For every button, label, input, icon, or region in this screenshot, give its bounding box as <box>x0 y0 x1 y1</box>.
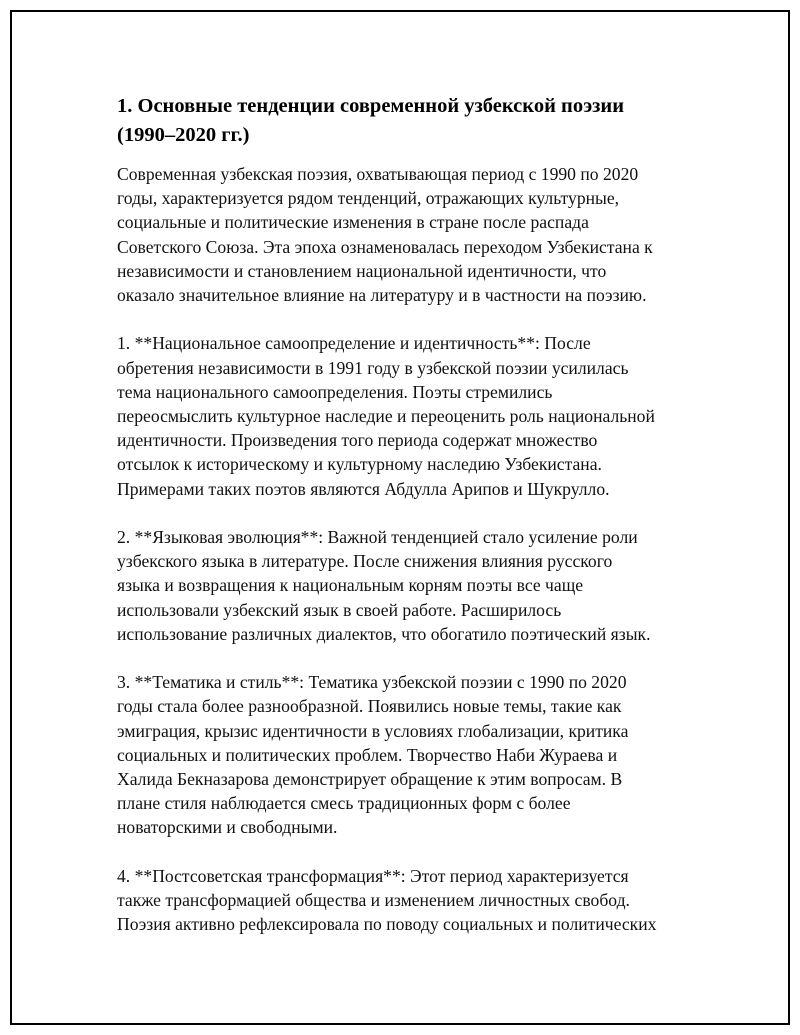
paragraph-national-identity: 1. **Национальное самоопределение и идентичность**: После обретения независимости в 1991 году в узбекской поэзии усилилась тема национального самоопределения. Поэты стремились переосмыслить культурное наследие и переоценить роль национальной идентичности. Произведения того периода содержат множество отсылок к историческому и культурному наследию Узбекистана. Примерами таких поэтов являются Абдулла Арипов и Шукрулло. <box>117 333 655 499</box>
section-heading: 1. Основные тенденции современной узбекской поэзии (1990–2020 гг.) <box>117 95 625 146</box>
document-body <box>117 92 692 961</box>
paragraph-post-soviet: 4. **Постсоветская трансформация**: Этот период характеризуется также трансформацией общества и изменением личностных свобод. Поэзия активно рефлексировала по поводу социальных и политических <box>117 865 657 935</box>
paragraph-language-evolution: 2. **Языковая эволюция**: Важной тенденцией стало усиление роли узбекского языка в литературе. После снижения влияния русского языка и возвращения к национальным корням поэты все чаще использовали узбекский язык в своей работе. Расширилось использование различных диалектов, что обогатило поэтический язык. <box>117 527 651 644</box>
paragraph-themes-style: 3. **Тематика и стиль**: Тематика узбекской поэзии с 1990 по 2020 годы стала более разнообразной. Появились новые темы, такие как эмиграция, крызис идентичности в условиях глобализации, критика социальных и политических проблем. Творчество Наби Жураева и Халида Бекназарова демонстрирует обращение к этим вопросам. В плане стиля наблюдается смесь традиционных форм с более новаторскими и свободными. <box>117 672 629 838</box>
intro-paragraph: Современная узбекская поэзия, охватывающая период с 1990 по 2020 годы, характеризуется рядом тенденций, отражающих культурные, социальные и политические изменения в стране после распада Советского Союза. Эта эпоха ознаменовалась переходом Узбекистана к независимости и становлением национальной идентичности, что оказало значительное влияние на литературу и в частности на поэзию. <box>117 164 653 306</box>
